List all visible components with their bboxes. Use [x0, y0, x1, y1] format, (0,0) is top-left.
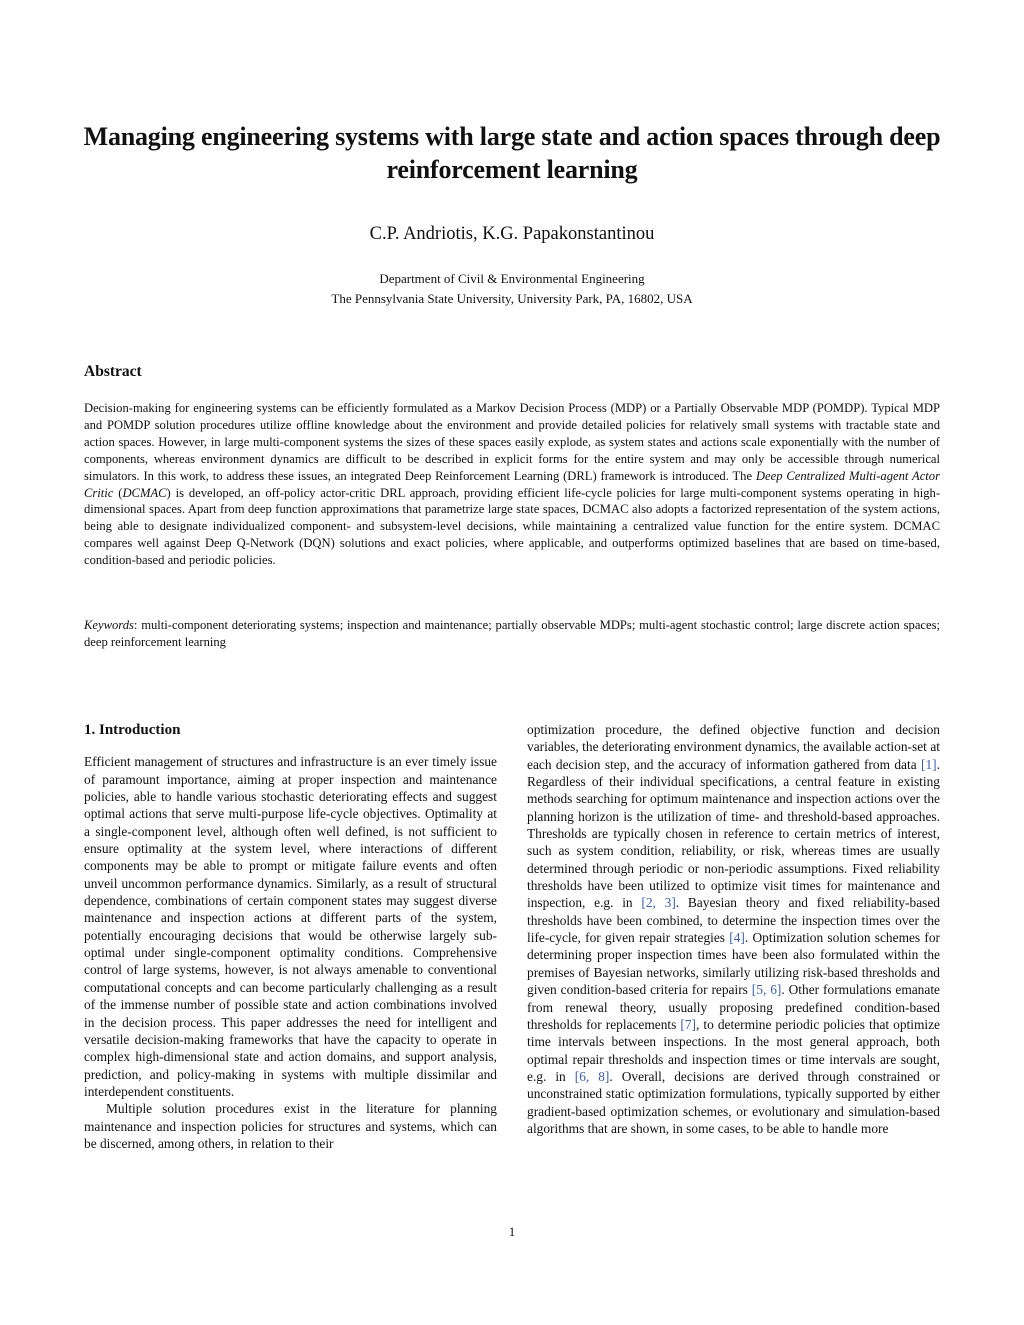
right-column: [527, 721, 940, 1137]
intro-paragraph-2: Multiple solution procedures exist in the literature for planning maintenance and inspection policies for structures and systems, which can be discerned, among others, in relation to their: [84, 1101, 497, 1151]
citation-link[interactable]: [4]: [729, 930, 745, 946]
author-list: C.P. Andriotis, K.G. Papakonstantinou: [369, 224, 655, 244]
keywords: [84, 617, 940, 651]
abstract-heading: Abstract: [84, 363, 142, 380]
intro-paragraph-2-continued: optimization procedure, the defined objective function and decision variables, the deteriorating environment dynamics, the available action-set at each decision step, and the accuracy of information gathered from data [1]. Regardless of their individual specifications, a central feature in existing methods searching for optimum maintenance and inspection actions over the planning horizon is the utilization of time- and threshold-based approaches. Thresholds are typically chosen in reference to certain metrics of interest, such as system condition, reliability, or risk, whereas times are usually determined through periodic or non-periodic assumptions. Fixed reliability thresholds have been utilized to optimize visit times for maintenance and inspection, e.g. in [2, 3]. Bayesian theory and fixed reliability-based thresholds have been combined, to determine the inspection times over the life-cycle, for given repair strategies [4]. Optimization solution schemes for determining proper inspection times have been also formulated within the premises of Bayesian networks, similarly utilizing risk-based thresholds and given condition-based criteria for repairs [5, 6]. Other formulations emanate from renewal theory, usually proposing predefined condition-based thresholds for replacements [7], to determine periodic policies that optimize time intervals between inspections. In the most general approach, both optimal repair thresholds and inspection times or time intervals are sought, e.g. in [6, 8]. Overall, decisions are derived through constrained or unconstrained static optimization formulations, typically supported by either gradient-based optimization schemes, or evolutionary and simulation-based algorithms that are shown, in some cases, to be able to handle more: [527, 722, 941, 1136]
method-acronym: DCMAC: [122, 485, 167, 500]
keywords-text: : multi-component deteriorating systems; inspection and maintenance; partially observable MDPs; multi-agent stochastic control; large discrete action spaces; deep reinforcement learning: [84, 618, 940, 649]
paper-title: Managing engineering systems with large state and action spaces through deep reinforcement learning: [83, 122, 941, 184]
affiliation-department: Department of Civil & Environmental Engineering: [379, 271, 645, 286]
citation-link[interactable]: [5, 6]: [751, 982, 782, 998]
page-number: 1: [508, 1224, 516, 1239]
left-column: [84, 722, 497, 1152]
affiliation-university: The Pennsylvania State University, University Park, PA, 16802, USA: [331, 291, 693, 306]
affiliation: [0, 269, 1024, 309]
method-name: Deep Centralized Multi-agent Actor Critic: [84, 468, 941, 500]
keywords-label: Keywords: [84, 618, 134, 632]
abstract-body: Decision-making for engineering systems can be efficiently formulated as a Markov Decision Process (MDP) or a Partially Observable MDP (POMDP). Typical MDP and POMDP solution procedures utilize offline knowledge about the environment and provide detailed policies for relatively small systems with tractable state and action spaces. However, in large multi-component systems the sizes of these spaces easily explode, as system states and actions scale exponentially with the number of components, whereas environment dynamics are difficult to be described in explicit forms for the entire system and may only be accessible through numerical simulators. In this work, to address these issues, an integrated Deep Reinforcement Learning (DRL) framework is introduced. The Deep Centralized Multi-agent Actor Critic (DCMAC) is developed, an off-policy actor-critic DRL approach, providing efficient life-cycle policies for large multi-component systems operating in high-dimensional spaces. Apart from deep function approximations that parametrize large state spaces, DCMAC also adopts a factorized representation of the system actions, being able to designate individualized component- and subsystem-level decisions, while maintaining a centralized value function for the entire system. DCMAC compares well against Deep Q-Network (DQN) solutions and exact policies, where applicable, and outperforms optimized baselines that are based on time-based, condition-based and periodic policies.: [84, 401, 941, 568]
citation-link[interactable]: [6, 8]: [574, 1068, 610, 1084]
section-heading-introduction: 1. Introduction: [84, 722, 181, 738]
citation-link[interactable]: [7]: [680, 1016, 697, 1032]
citation-link[interactable]: [1]: [921, 756, 937, 772]
intro-paragraph-1: Efficient management of structures and infrastructure is an ever timely issue of paramount importance, aiming at proper inspection and maintenance policies, able to handle various stochastic deteriorating effects and suggest optimal actions that serve multi-purpose life-cycle objectives. Optimality at a single-component level, although often well defined, is not sufficient to ensure optimality at the system level, where interactions of different components may be able to prompt or mitigate failure events and often unveil uncommon performance dynamics. Similarly, as a result of structural dependence, combinations of certain component states may suggest diverse maintenance and inspection actions at different parts of the system, potentially encouraging decisions that would be otherwise largely sub-optimal under single-component optimality conditions. Comprehensive control of large systems, however, is not always amenable to conventional computational concepts and can become particularly challenging as a result of the immense number of possible state and action combinations involved in the decision process. This paper addresses the need for intelligent and versatile decision-making frameworks that have the capacity to operate in complex high-dimensional state and action domains, and support analysis, prediction, and policy-making in systems with multiple dissimilar and interdependent constituents.: [84, 754, 497, 1099]
citation-link[interactable]: [2, 3]: [641, 895, 676, 911]
